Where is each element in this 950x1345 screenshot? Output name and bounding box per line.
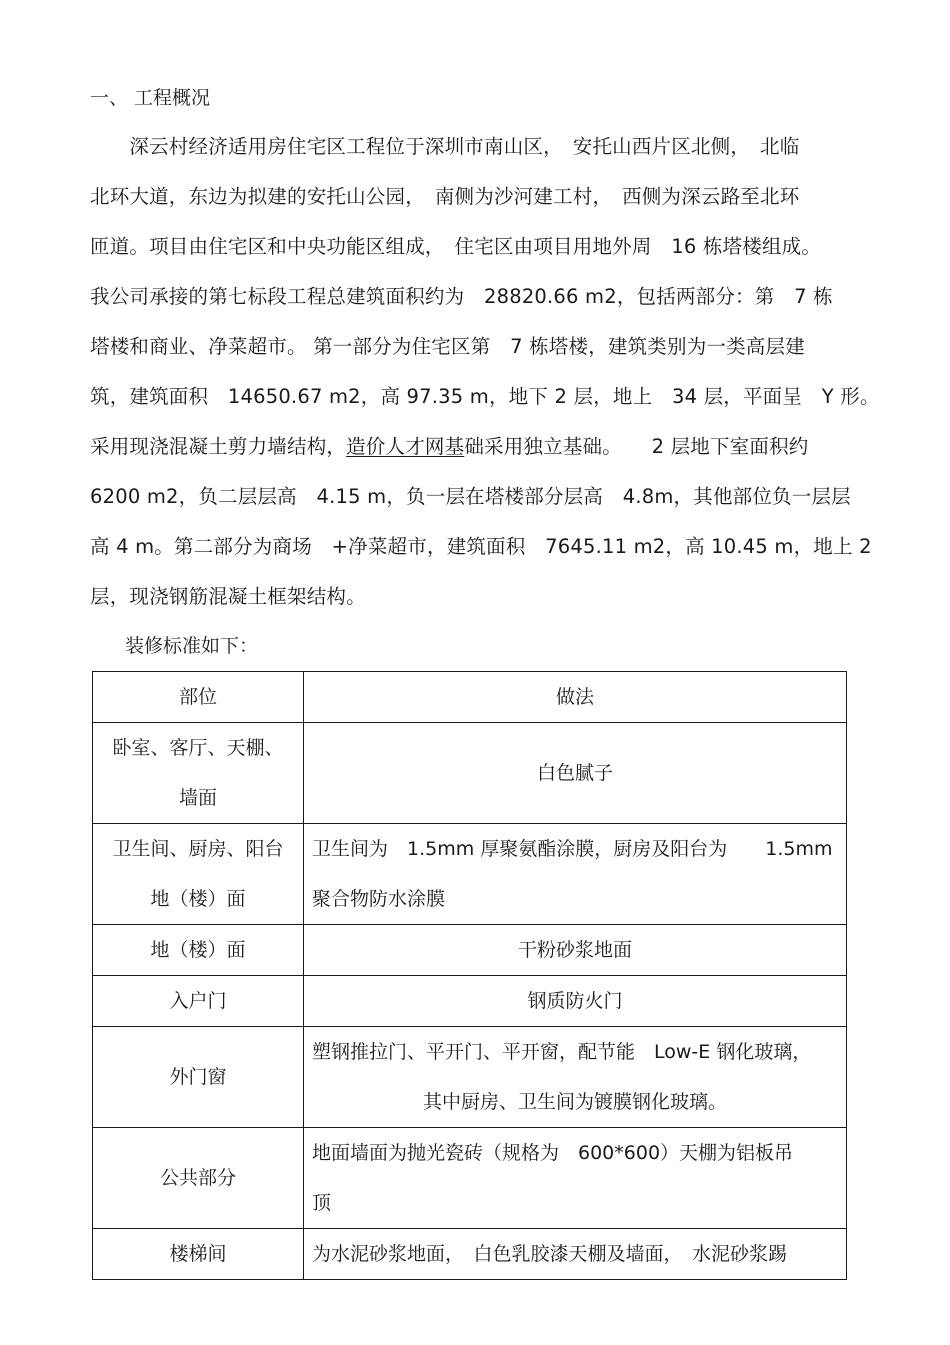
method-cell: 为水泥砂浆地面， 白色乳胶漆天棚及墙面， 水泥砂浆踢 [304,1229,847,1280]
overview-line: 北环大道，东边为拟建的安托山公园， 南侧为沙河建工村， 西侧为深云路至北环 [90,185,800,208]
table-row [93,925,847,976]
underlined-link-text[interactable]: 造价人才网基 [346,435,465,458]
method-cell: 干粉砂浆地面 [304,925,847,976]
overview-line: 匝道。项目由住宅区和中央功能区组成， 住宅区由项目用地外周 16 栋塔楼组成。 [90,235,822,258]
header-method: 做法 [304,672,847,723]
table-row [93,1027,847,1128]
table-row [93,1229,847,1280]
overview-line: 筑，建筑面积 14650.67 m2，高 97.35 m，地下 2 层，地上 34 层，平面呈 Y 形。 [90,385,880,408]
overview-line: 高 4 m。第二部分为商场 +净菜超市，建筑面积 7645.11 m2，高 10.45 m，地上 2 [90,535,872,558]
part-cell: 楼梯间 [93,1229,304,1280]
method-cell [304,1027,847,1128]
overview-text: 采用现浇混凝土剪力墙结构， [90,435,347,458]
cell-text: 顶 [312,1192,332,1214]
header-part: 部位 [93,672,304,723]
part-cell: 外门窗 [93,1027,304,1128]
cell-text: 其中厨房、卫生间为镀膜钢化玻璃。 [422,1091,727,1113]
cell-text: 墙面 [178,787,217,809]
overview-line [90,433,860,483]
decoration-heading: 装修标准如下： [125,635,259,657]
method-cell [304,1128,847,1229]
overview-text: 础采用独立基础。 2 层地下室面积约 [464,435,809,458]
table-header-row [93,672,847,723]
part-cell [93,824,304,925]
cell-text: 地（楼）面 [150,888,246,910]
cell-text: 地面墙面为抛光瓷砖（规格为 600*600）天棚为铝板吊 [312,1142,794,1164]
table-row [93,1128,847,1229]
decoration-table [92,671,847,1280]
method-cell: 白色腻子 [304,723,847,824]
cell-text: 卧室、客厅、天棚、 [112,737,284,759]
overview-paragraph [90,133,880,633]
cell-text: 塑钢推拉门、平开门、平开窗，配节能 Low-E 钢化玻璃， [312,1041,812,1063]
table-row [93,824,847,925]
overview-line: 深云村经济适用房住宅区工程位于深圳市南山区， 安托山西片区北侧， 北临 [90,135,800,158]
cell-text: 卫生间为 1.5mm 厚聚氨酯涂膜，厨房及阳台为 1.5mm [312,838,833,860]
part-cell: 入户门 [93,976,304,1027]
section-heading: 一、 工程概况 [90,87,211,109]
overview-line: 6200 m2，负二层层高 4.15 m，负一层在塔楼部分层高 4.8m，其他部位负一层层 [90,485,851,508]
method-cell: 钢质防火门 [304,976,847,1027]
part-cell [93,723,304,824]
overview-line: 我公司承接的第七标段工程总建筑面积约为 28820.66 m2，包括两部分：第 7 栋 [90,285,833,308]
overview-line: 塔楼和商业、净菜超市。 第一部分为住宅区第 7 栋塔楼，建筑类别为一类高层建 [90,335,805,358]
method-cell [304,824,847,925]
table-row [93,976,847,1027]
table-row [93,723,847,824]
overview-line: 层，现浇钢筋混凝土框架结构。 [90,585,366,608]
cell-text: 卫生间、厨房、阳台 [112,838,284,860]
cell-text: 聚合物防水涂膜 [312,888,446,910]
part-cell: 公共部分 [93,1128,304,1229]
part-cell: 地（楼）面 [93,925,304,976]
